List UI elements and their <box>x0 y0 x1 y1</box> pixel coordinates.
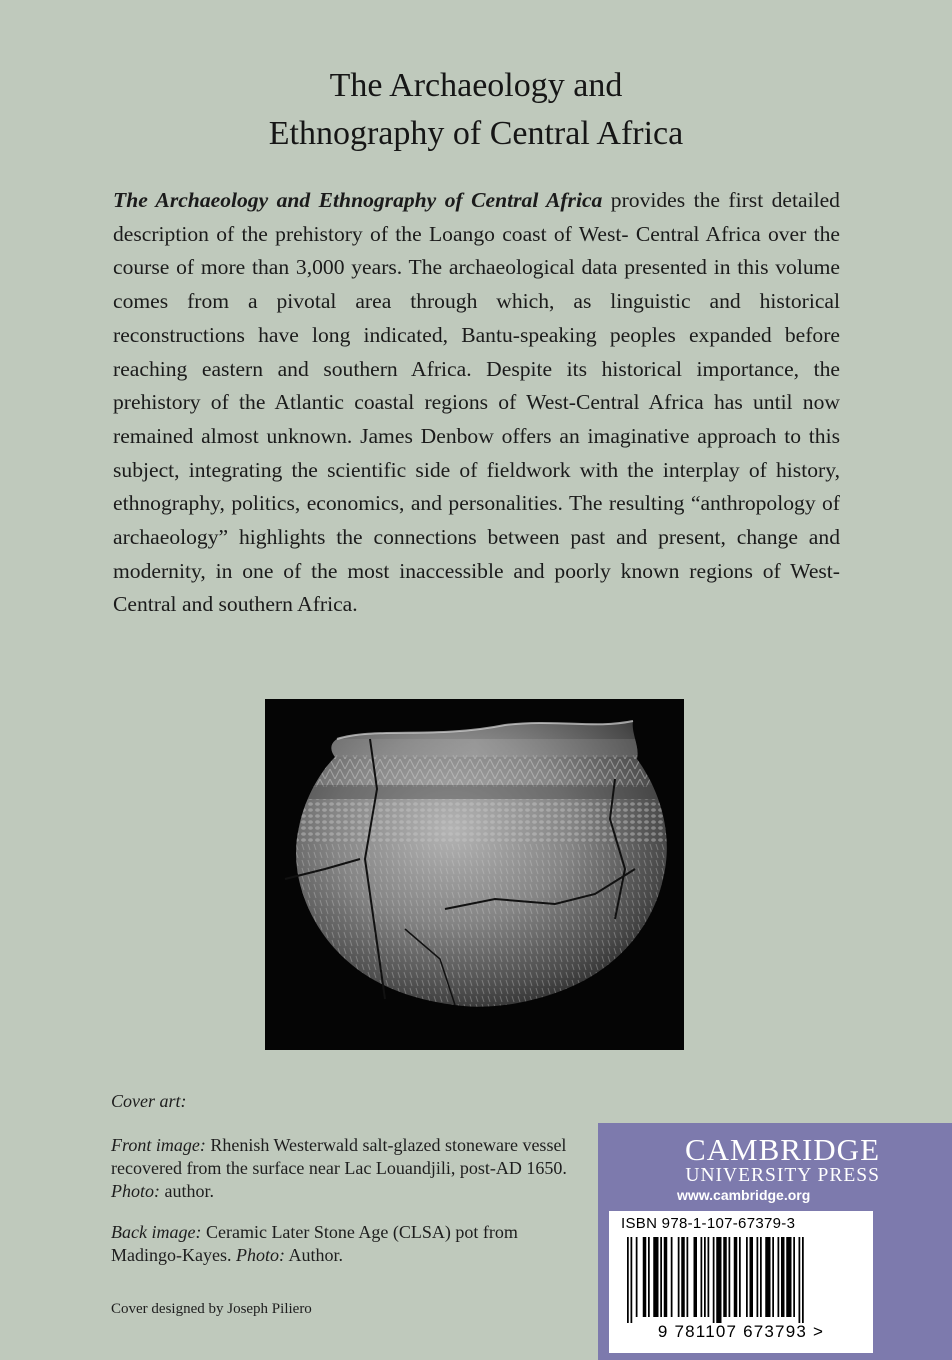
description-book-title: The Archaeology and Ethnography of Central Africa <box>113 188 603 212</box>
barcode-bar <box>760 1237 762 1317</box>
publisher-subtitle: UNIVERSITY PRESS <box>685 1165 880 1186</box>
isbn-label: ISBN 978-1-107-67379-3 <box>621 1215 796 1232</box>
front-image-caption <box>111 1134 581 1203</box>
book-title-heading <box>0 62 952 158</box>
barcode-bar <box>694 1237 698 1317</box>
front-image-text: Rhenish Westerwald salt-glazed stoneware vessel recovered from the surface near Lac Louandjili, post-AD 1650. <box>111 1135 567 1178</box>
barcode-bar <box>713 1237 715 1323</box>
book-description <box>113 184 840 622</box>
front-photo-label: Photo: <box>111 1181 160 1201</box>
barcode-bar <box>631 1237 633 1323</box>
barcode-bar <box>681 1237 685 1317</box>
barcode-bar <box>793 1237 795 1317</box>
barcode-bar <box>765 1237 770 1317</box>
barcode-bar <box>757 1237 759 1317</box>
barcode-digits: 9 781107 673793 > <box>657 1322 825 1341</box>
back-image-text: Ceramic Later Stone Age (CLSA) pot from Madingo-Kayes. <box>111 1222 518 1265</box>
publisher-panel <box>598 1123 952 1360</box>
barcode-bar <box>802 1237 804 1323</box>
barcode-bar <box>678 1237 680 1317</box>
barcode-bar <box>643 1237 647 1317</box>
cover-photo-pot <box>265 699 684 1050</box>
publisher-name: CAMBRIDGE <box>684 1132 880 1167</box>
barcode-bar <box>723 1237 727 1317</box>
back-photo-credit: Author. <box>284 1245 343 1265</box>
front-photo-credit: author. <box>160 1181 214 1201</box>
publisher-url[interactable]: www.cambridge.org <box>677 1187 811 1203</box>
title-line-2: Ethnography of Central Africa <box>268 115 684 152</box>
barcode-bar <box>664 1237 668 1317</box>
barcode-bar <box>660 1237 662 1317</box>
barcode-bar <box>671 1237 673 1317</box>
barcode-bar <box>746 1237 748 1317</box>
barcode-bar <box>687 1237 689 1317</box>
barcode-bar <box>716 1237 721 1323</box>
description-text: provides the first detailed description of the prehistory of the Loango coast of West- Central Africa over the course of more than 3,000 years. The archaeological data presented in this volume comes from a pivotal area through which, as linguistic and historical reconstructions have long indicated, Bantu-speaking peoples expanded before reaching eastern and southern Africa. Despite its historical importance, the prehistory of the Atlantic coastal regions of West-Central Africa has until now remained almost unknown. James Denbow offers an imaginative approach to this subject, integrating the scientific side of fieldwork with the interplay of history, ethnography, politics, economics, and personalities. The resulting “anthropology of archaeology” highlights the connections between past and present, change and modernity, in one of the most inaccessible and poorly known regions of West-Central and southern Africa. <box>113 188 840 617</box>
barcode-bar <box>781 1237 785 1317</box>
barcode-bar <box>636 1237 638 1317</box>
barcode-bar <box>739 1237 741 1317</box>
barcode-bar <box>772 1237 774 1317</box>
barcode-bar <box>786 1237 791 1317</box>
barcode-bar <box>653 1237 658 1317</box>
barcode-box <box>609 1211 873 1353</box>
cover-credits <box>111 1090 581 1267</box>
back-photo-label: Photo: <box>235 1245 285 1265</box>
back-image-label: Back image: <box>111 1222 202 1242</box>
barcode-bar <box>729 1237 731 1317</box>
cover-art-heading: Cover art: <box>111 1091 187 1111</box>
pot-illustration <box>265 699 684 1050</box>
back-image-caption <box>111 1221 581 1267</box>
barcode-bar <box>648 1237 650 1317</box>
barcode-bar <box>799 1237 801 1323</box>
cover-designer-credit: Cover designed by Joseph Piliero <box>111 1301 312 1317</box>
title-line-1: The Archaeology and <box>329 67 623 104</box>
barcode-bar <box>627 1237 629 1323</box>
barcode-bar <box>734 1237 738 1317</box>
barcode-icon <box>619 1237 863 1323</box>
front-image-label: Front image: <box>111 1135 206 1155</box>
barcode-bar <box>704 1237 706 1317</box>
barcode-bar <box>708 1237 710 1317</box>
barcode-bar <box>701 1237 703 1317</box>
barcode-bar <box>750 1237 754 1317</box>
barcode-bar <box>778 1237 780 1317</box>
